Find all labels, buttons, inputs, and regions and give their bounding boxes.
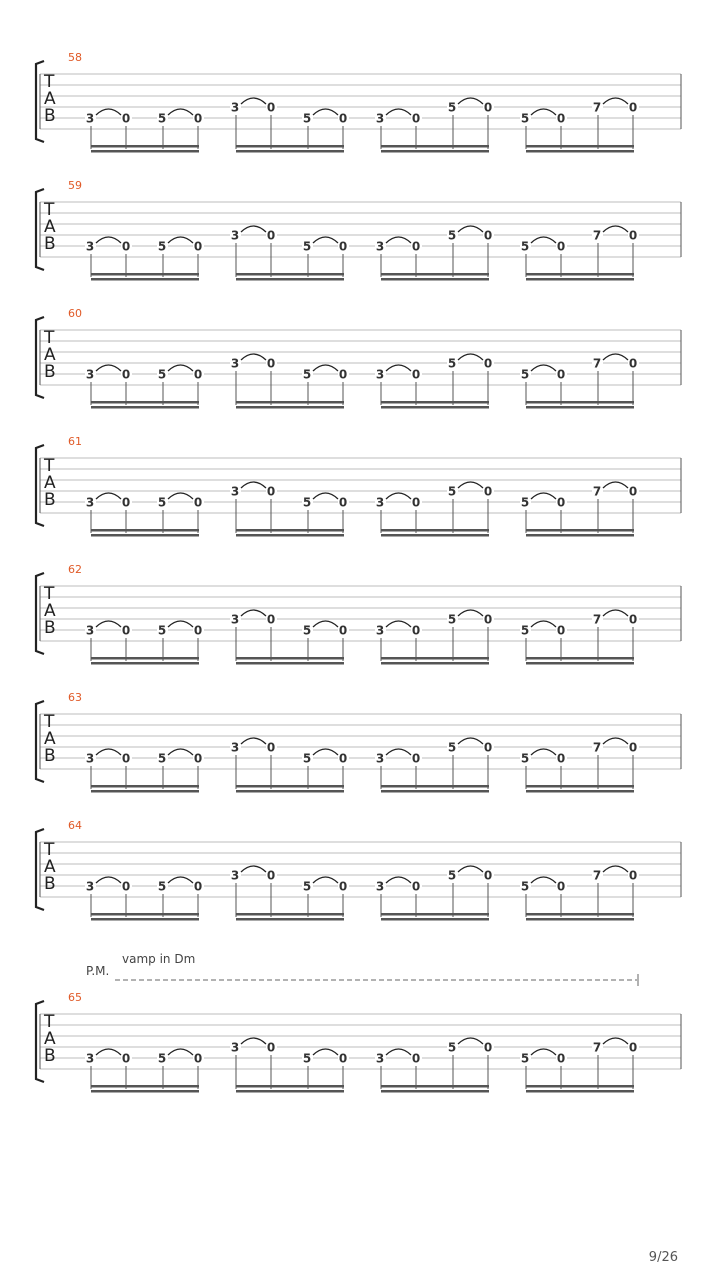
beam <box>526 534 634 537</box>
fret-number: 3 <box>375 1051 385 1066</box>
fret-number: 3 <box>230 612 240 627</box>
slur-arc <box>386 109 411 115</box>
fret-number: 5 <box>520 623 530 638</box>
beam <box>526 790 634 793</box>
beam <box>381 529 489 532</box>
slur-arc <box>603 866 628 872</box>
slur-arc <box>241 610 266 616</box>
fret-number: 0 <box>411 751 421 766</box>
slur-arc <box>458 1038 483 1044</box>
slur-arc <box>603 738 628 744</box>
fret-number: 5 <box>302 1051 312 1066</box>
beam <box>91 534 199 537</box>
slur-arc <box>531 877 556 883</box>
fret-number: 0 <box>628 740 638 755</box>
slur-arc <box>241 738 266 744</box>
fret-number: 0 <box>266 228 276 243</box>
fret-number: 0 <box>628 228 638 243</box>
fret-number: 7 <box>592 740 602 755</box>
fret-number: 0 <box>338 367 348 382</box>
fret-number: 3 <box>85 623 95 638</box>
fret-number: 0 <box>411 239 421 254</box>
fret-number: 3 <box>375 495 385 510</box>
slur-arc <box>168 749 193 755</box>
fret-number: 0 <box>266 740 276 755</box>
bar-number: 62 <box>68 563 82 576</box>
slur-arc <box>458 866 483 872</box>
beam <box>236 273 344 276</box>
beam <box>236 662 344 665</box>
slur-arc <box>96 365 121 371</box>
beam <box>526 657 634 660</box>
slur-arc <box>241 226 266 232</box>
tab-clef-letter: B <box>44 490 56 510</box>
tab-clef-letter: T <box>44 456 55 476</box>
slur-arc <box>96 621 121 627</box>
beam <box>526 150 634 153</box>
tab-clef-letter: A <box>44 729 56 749</box>
slur-arc <box>96 237 121 243</box>
tab-system-64 <box>36 819 681 921</box>
slur-arc <box>241 866 266 872</box>
fret-number: 0 <box>121 1051 131 1066</box>
fret-number: 5 <box>447 228 457 243</box>
fret-number: 0 <box>193 239 203 254</box>
slur-arc <box>531 621 556 627</box>
fret-number: 7 <box>592 100 602 115</box>
slur-arc <box>96 1049 121 1055</box>
fret-number: 3 <box>230 228 240 243</box>
fret-number: 5 <box>302 495 312 510</box>
beam <box>526 273 634 276</box>
beam <box>91 278 199 281</box>
bar-number: 59 <box>68 179 82 192</box>
tab-clef-letter: A <box>44 473 56 493</box>
fret-number: 0 <box>121 239 131 254</box>
fret-number: 5 <box>520 111 530 126</box>
tab-clef-letter: B <box>44 234 56 254</box>
slur-arc <box>531 365 556 371</box>
fret-number: 0 <box>121 751 131 766</box>
fret-number: 0 <box>556 239 566 254</box>
fret-number: 5 <box>302 111 312 126</box>
beam <box>91 913 199 916</box>
tab-clef-letter: A <box>44 217 56 237</box>
tab-clef-letter: A <box>44 345 56 365</box>
slur-arc <box>313 1049 338 1055</box>
fret-number: 0 <box>628 484 638 499</box>
slur-arc <box>386 749 411 755</box>
fret-number: 3 <box>85 495 95 510</box>
tab-system-59 <box>36 179 681 281</box>
fret-number: 5 <box>302 239 312 254</box>
fret-number: 0 <box>411 111 421 126</box>
beam <box>526 913 634 916</box>
fret-number: 0 <box>338 1051 348 1066</box>
beam <box>91 918 199 921</box>
beam <box>381 918 489 921</box>
fret-number: 0 <box>483 868 493 883</box>
beam <box>526 278 634 281</box>
fret-number: 0 <box>556 1051 566 1066</box>
fret-number: 0 <box>121 879 131 894</box>
tab-clef-letter: T <box>44 584 55 604</box>
fret-number: 5 <box>302 751 312 766</box>
beam <box>381 150 489 153</box>
beam <box>526 785 634 788</box>
fret-number: 0 <box>556 367 566 382</box>
slur-arc <box>313 109 338 115</box>
fret-number: 7 <box>592 1040 602 1055</box>
fret-number: 0 <box>556 751 566 766</box>
fret-number: 0 <box>338 495 348 510</box>
fret-number: 5 <box>157 879 167 894</box>
beam <box>236 278 344 281</box>
fret-number: 0 <box>193 111 203 126</box>
bar-number: 61 <box>68 435 82 448</box>
fret-number: 0 <box>483 484 493 499</box>
fret-number: 0 <box>411 495 421 510</box>
tab-clef-letter: B <box>44 874 56 894</box>
slur-arc <box>386 237 411 243</box>
fret-number: 0 <box>338 111 348 126</box>
beam <box>236 150 344 153</box>
fret-number: 3 <box>85 1051 95 1066</box>
fret-number: 5 <box>520 879 530 894</box>
beam <box>91 657 199 660</box>
slur-arc <box>603 98 628 104</box>
bar-number: 63 <box>68 691 82 704</box>
beam <box>91 145 199 148</box>
slur-arc <box>241 1038 266 1044</box>
slur-arc <box>531 109 556 115</box>
tab-clef-letter: B <box>44 1046 56 1066</box>
beam <box>381 406 489 409</box>
fret-number: 3 <box>375 367 385 382</box>
beam <box>91 273 199 276</box>
fret-number: 0 <box>483 1040 493 1055</box>
beam <box>381 278 489 281</box>
slur-arc <box>168 621 193 627</box>
beam <box>381 401 489 404</box>
page-number: 9/26 <box>648 1250 678 1265</box>
tab-clef-letter: T <box>44 1012 55 1032</box>
fret-number: 0 <box>193 1051 203 1066</box>
fret-number: 0 <box>483 100 493 115</box>
fret-number: 0 <box>121 623 131 638</box>
fret-number: 0 <box>266 1040 276 1055</box>
fret-number: 5 <box>447 356 457 371</box>
fret-number: 3 <box>375 111 385 126</box>
slur-arc <box>313 237 338 243</box>
slur-arc <box>458 610 483 616</box>
fret-number: 0 <box>556 879 566 894</box>
tab-clef-letter: T <box>44 200 55 220</box>
beam <box>381 913 489 916</box>
fret-number: 0 <box>411 1051 421 1066</box>
fret-number: 0 <box>266 100 276 115</box>
fret-number: 5 <box>447 612 457 627</box>
beam <box>236 918 344 921</box>
slur-arc <box>168 493 193 499</box>
tab-clef-letter: B <box>44 618 56 638</box>
slur-arc <box>458 738 483 744</box>
tab-clef-letter: A <box>44 857 56 877</box>
beam <box>236 790 344 793</box>
fret-number: 0 <box>483 740 493 755</box>
slur-arc <box>241 98 266 104</box>
fret-number: 3 <box>230 356 240 371</box>
fret-number: 7 <box>592 868 602 883</box>
fret-number: 0 <box>121 495 131 510</box>
slur-arc <box>96 749 121 755</box>
fret-number: 5 <box>157 751 167 766</box>
slur-arc <box>603 482 628 488</box>
fret-number: 3 <box>230 100 240 115</box>
fret-number: 7 <box>592 356 602 371</box>
tab-clef-letter: A <box>44 89 56 109</box>
fret-number: 0 <box>121 111 131 126</box>
slur-arc <box>603 1038 628 1044</box>
slur-arc <box>313 877 338 883</box>
beam <box>91 406 199 409</box>
beam <box>236 785 344 788</box>
fret-number: 0 <box>193 367 203 382</box>
tab-clef-letter: B <box>44 746 56 766</box>
fret-number: 0 <box>411 623 421 638</box>
fret-number: 0 <box>338 239 348 254</box>
beam <box>91 662 199 665</box>
slur-arc <box>96 109 121 115</box>
slur-arc <box>386 621 411 627</box>
fret-number: 0 <box>193 495 203 510</box>
fret-number: 3 <box>230 484 240 499</box>
fret-number: 5 <box>157 239 167 254</box>
fret-number: 0 <box>338 623 348 638</box>
fret-number: 0 <box>483 356 493 371</box>
fret-number: 5 <box>302 623 312 638</box>
fret-number: 0 <box>121 367 131 382</box>
fret-number: 5 <box>157 111 167 126</box>
fret-number: 3 <box>230 1040 240 1055</box>
fret-number: 5 <box>302 879 312 894</box>
tab-clef-letter: B <box>44 106 56 126</box>
bar-number: 60 <box>68 307 82 320</box>
slur-arc <box>386 493 411 499</box>
fret-number: 5 <box>447 100 457 115</box>
fret-number: 0 <box>628 100 638 115</box>
beam <box>381 145 489 148</box>
fret-number: 5 <box>157 1051 167 1066</box>
tab-clef-letter: A <box>44 601 56 621</box>
fret-number: 3 <box>230 868 240 883</box>
fret-number: 0 <box>628 356 638 371</box>
beam <box>236 406 344 409</box>
slur-arc <box>313 749 338 755</box>
fret-number: 0 <box>556 111 566 126</box>
beam <box>526 401 634 404</box>
beam <box>236 534 344 537</box>
fret-number: 3 <box>375 623 385 638</box>
fret-number: 0 <box>556 623 566 638</box>
bar-number: 65 <box>68 991 82 1004</box>
fret-number: 5 <box>520 751 530 766</box>
beam <box>526 145 634 148</box>
beam <box>91 785 199 788</box>
fret-number: 0 <box>483 612 493 627</box>
slur-arc <box>531 493 556 499</box>
fret-number: 7 <box>592 484 602 499</box>
beam <box>526 406 634 409</box>
slur-arc <box>241 354 266 360</box>
beam <box>381 534 489 537</box>
slur-arc <box>386 877 411 883</box>
slur-arc <box>603 226 628 232</box>
slur-arc <box>313 621 338 627</box>
slur-arc <box>241 482 266 488</box>
fret-number: 0 <box>266 612 276 627</box>
beam <box>381 662 489 665</box>
fret-number: 3 <box>85 111 95 126</box>
section-annotation: vamp in Dm <box>122 952 196 966</box>
slur-arc <box>313 493 338 499</box>
bar-number: 64 <box>68 819 82 832</box>
fret-number: 3 <box>375 239 385 254</box>
tab-system-61 <box>36 435 681 537</box>
fret-number: 5 <box>447 740 457 755</box>
beam <box>236 401 344 404</box>
tab-clef-letter: A <box>44 1029 56 1049</box>
fret-number: 0 <box>483 228 493 243</box>
slur-arc <box>168 1049 193 1055</box>
fret-number: 0 <box>556 495 566 510</box>
fret-number: 0 <box>628 1040 638 1055</box>
fret-number: 0 <box>266 484 276 499</box>
beam <box>526 1090 634 1093</box>
slur-arc <box>313 365 338 371</box>
slur-arc <box>458 98 483 104</box>
fret-number: 0 <box>193 623 203 638</box>
slur-arc <box>386 365 411 371</box>
beam <box>236 913 344 916</box>
beam <box>526 1085 634 1088</box>
beam <box>381 785 489 788</box>
beam <box>381 790 489 793</box>
palm-mute-label: P.M. <box>86 964 110 978</box>
beam <box>91 150 199 153</box>
fret-number: 0 <box>338 879 348 894</box>
slur-arc <box>168 237 193 243</box>
beam <box>526 662 634 665</box>
fret-number: 5 <box>520 495 530 510</box>
tab-system-63 <box>36 691 681 793</box>
tab-system-60 <box>36 307 681 409</box>
beam <box>526 918 634 921</box>
beam <box>91 1085 199 1088</box>
fret-number: 3 <box>230 740 240 755</box>
slur-arc <box>531 1049 556 1055</box>
fret-number: 5 <box>520 239 530 254</box>
slur-arc <box>458 354 483 360</box>
beam <box>236 529 344 532</box>
fret-number: 3 <box>85 751 95 766</box>
fret-number: 0 <box>266 868 276 883</box>
beam <box>526 529 634 532</box>
fret-number: 3 <box>375 751 385 766</box>
beam <box>236 1090 344 1093</box>
beam <box>381 1085 489 1088</box>
beam <box>91 401 199 404</box>
fret-number: 0 <box>628 612 638 627</box>
fret-number: 0 <box>338 751 348 766</box>
fret-number: 7 <box>592 228 602 243</box>
beam <box>381 1090 489 1093</box>
fret-number: 7 <box>592 612 602 627</box>
fret-number: 3 <box>375 879 385 894</box>
beam <box>236 145 344 148</box>
tab-clef-letter: B <box>44 362 56 382</box>
slur-arc <box>96 493 121 499</box>
fret-number: 3 <box>85 367 95 382</box>
fret-number: 5 <box>157 367 167 382</box>
tab-system-58 <box>36 51 681 153</box>
fret-number: 5 <box>520 1051 530 1066</box>
fret-number: 0 <box>628 868 638 883</box>
slur-arc <box>386 1049 411 1055</box>
beam <box>91 790 199 793</box>
tab-clef-letter: T <box>44 72 55 92</box>
tab-clef-letter: T <box>44 840 55 860</box>
tab-clef-letter: T <box>44 712 55 732</box>
beam <box>236 657 344 660</box>
beam <box>381 273 489 276</box>
fret-number: 0 <box>193 751 203 766</box>
slur-arc <box>168 365 193 371</box>
tab-system-62 <box>36 563 681 665</box>
fret-number: 5 <box>447 484 457 499</box>
slur-arc <box>168 109 193 115</box>
fret-number: 5 <box>302 367 312 382</box>
fret-number: 5 <box>520 367 530 382</box>
tab-clef-letter: T <box>44 328 55 348</box>
beam <box>381 657 489 660</box>
slur-arc <box>603 610 628 616</box>
slur-arc <box>531 237 556 243</box>
fret-number: 0 <box>266 356 276 371</box>
slur-arc <box>458 226 483 232</box>
fret-number: 0 <box>411 367 421 382</box>
fret-number: 5 <box>447 868 457 883</box>
slur-arc <box>168 877 193 883</box>
slur-arc <box>96 877 121 883</box>
fret-number: 0 <box>193 879 203 894</box>
slur-arc <box>458 482 483 488</box>
slur-arc <box>603 354 628 360</box>
bar-number: 58 <box>68 51 82 64</box>
fret-number: 0 <box>411 879 421 894</box>
slur-arc <box>531 749 556 755</box>
fret-number: 3 <box>85 879 95 894</box>
fret-number: 5 <box>447 1040 457 1055</box>
beam <box>91 1090 199 1093</box>
beam <box>236 1085 344 1088</box>
fret-number: 5 <box>157 623 167 638</box>
beam <box>91 529 199 532</box>
fret-number: 5 <box>157 495 167 510</box>
fret-number: 3 <box>85 239 95 254</box>
tab-system-65 <box>36 952 681 1093</box>
